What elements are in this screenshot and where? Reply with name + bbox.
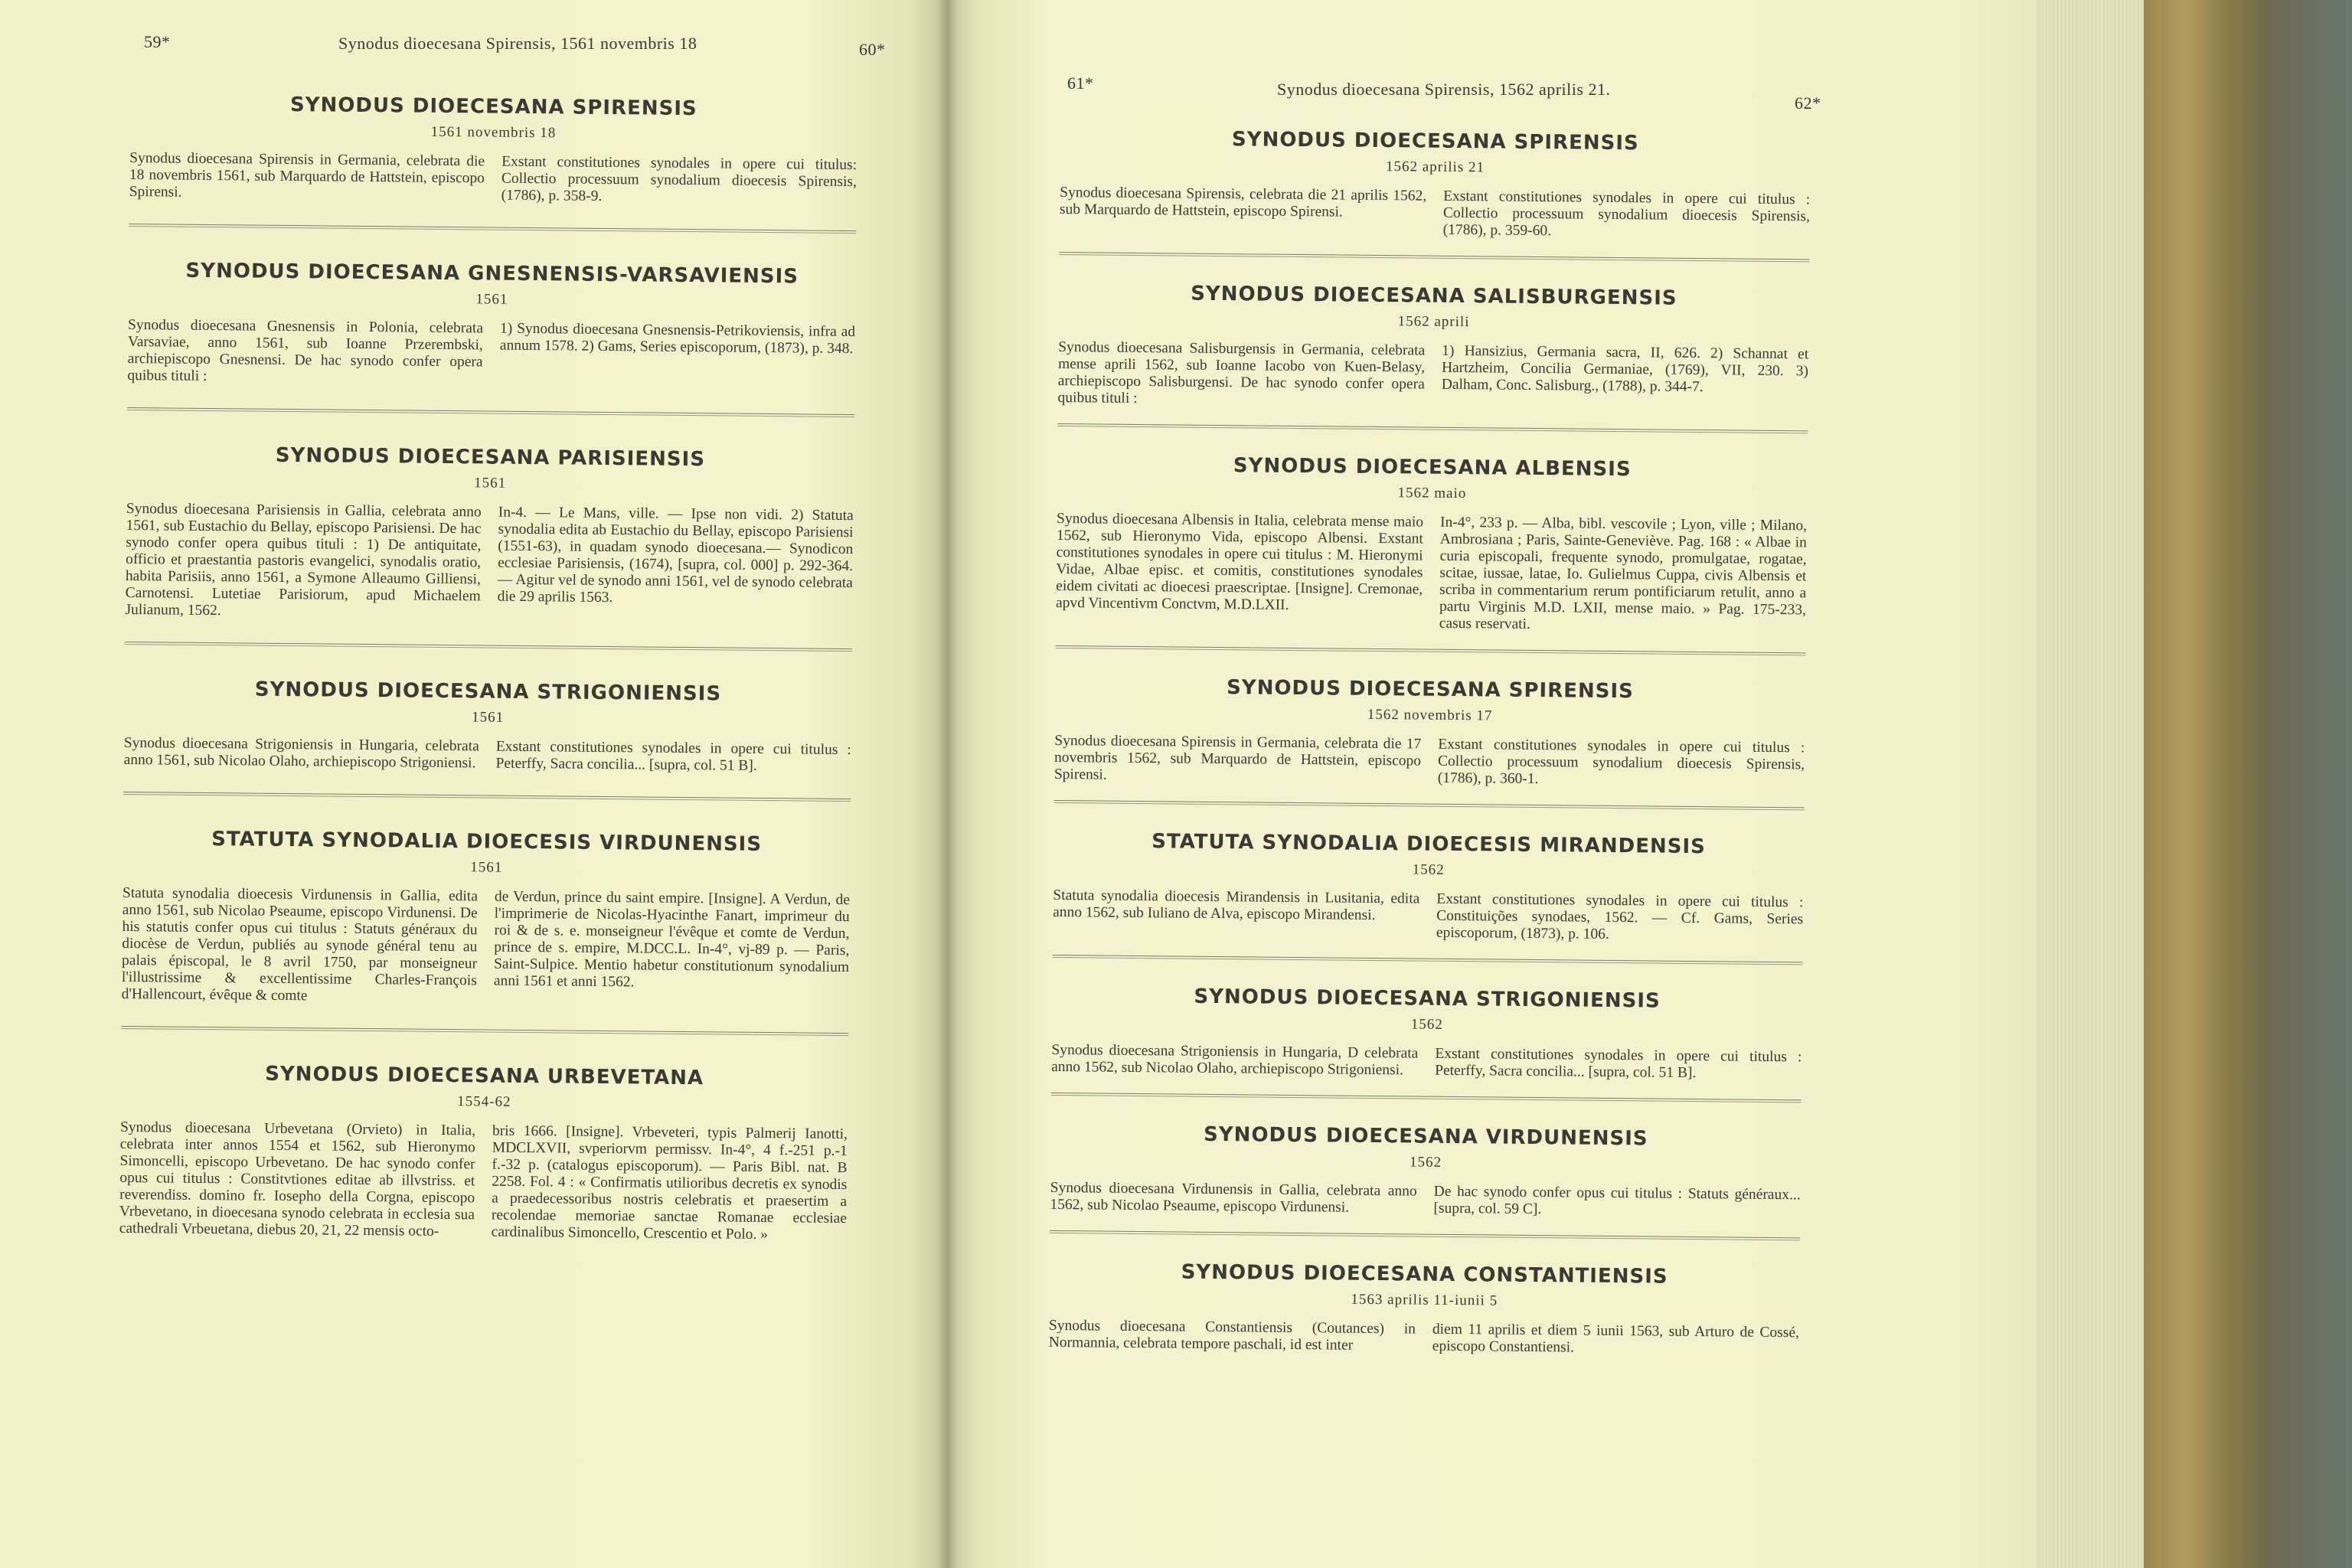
entry-text-right: Exstant constitutiones synodales in opere cui titulus : Peterffy, Sacra concilia... [supra, col. 51 B]. [1435, 1045, 1802, 1082]
entry [1053, 829, 1805, 965]
entry-date: 1561 [475, 291, 508, 308]
divider [1050, 1230, 1800, 1240]
right-entries [1049, 126, 1811, 1358]
divider [1051, 1093, 1802, 1102]
entry-text-right: Exstant constitutiones synodales in opere cui titulus : Collectio processuum synodalium dioecesis Spirensis, (1786), p. 359-60. [1442, 188, 1811, 240]
entry [121, 827, 850, 1036]
entry-title: SYNODUS DIOECESANA SPIRENSIS [1226, 676, 1634, 704]
entry [1059, 126, 1811, 262]
entry-title: SYNODUS DIOECESANA STRIGONIENSIS [1194, 985, 1661, 1013]
entry-text-left: Statuta synodalia dioecesis Mirandensis in Lusitania, edita anno 1562, sub Iuliano de Alva, episcopo Mirandensi. [1053, 887, 1420, 923]
entry-text-left: Statuta synodalia dioecesis Virdunensis in Gallia, edita anno 1561, sub Nicolao Pseaume, episcopo Virdunensi. De his statutis confer opus cui titulus : Statuts généraux du diocèse de Verdun, publiés au synode général tenu au palais épiscopal, le 8 avril 1750, par monseigneur l'illustrissime & excellentissime Charles-François d'Hallencourt, évêque & comte [121, 884, 479, 1004]
entry [1051, 984, 1802, 1102]
entry-text-right: bris 1666. [Insigne]. Vrbeveteri, typis Palmerij Ianotti, MDCLXVII, svperiorvm permissv. In-4°, 4 f.-251 p.-1 f.-32 p. (catalogus episcoporum). — Paris Bibl. nat. B 2258. Fol. 4 : « Confirmatis utilioribus decretis ex synodis a praedecessoribus nostris celebratis et praesertim a recolendae memoriae sanctae Romanae ecclesiae cardinalibus Simoncello, Crescentio et Polo. » [491, 1122, 848, 1243]
page-number-61: 61* [1067, 74, 1094, 93]
entry-date: 1562 maio [1397, 485, 1467, 502]
entry [125, 443, 854, 652]
entry-date: 1561 [472, 709, 505, 726]
page-number-60: 60* [859, 40, 886, 59]
entry-text-right: In-4°, 233 p. — Alba, bibl. vescovile ; Lyon, ville ; Milano, Ambrosiana ; Paris, Sainte-Geneviève. Pag. 168 : « Albae in curia episcopali, frequente synodo, promulgatae, rogatae, scitae, iussae, latae, Io. Gulielmus Cuppa, civis Albensis et scriba in commentarium rerum pontificiarum retulit, anno a partu Virginis M.D. LXII, mense maio. » Pag. 175-233, casus reservati. [1439, 514, 1808, 632]
entry-date: 1561 [470, 859, 503, 876]
entry-title: SYNODUS DIOECESANA CONSTANTIENSIS [1181, 1260, 1668, 1289]
entry-title: STATUTA SYNODALIA DIOECESIS MIRANDENSIS [1152, 830, 1706, 859]
entry-text-right: de Verdun, prince du saint empire. [Insigne]. A Verdun, de l'imprimerie de Nicolas-Hyacinthe Fanart, imprimeur du roi & de s. e. monseigneur l'évêque et comte de Verdun, prince de s. empire, M.DCC.L. In-4°, vj-89 p. — Paris, Saint-Sulpice. Mentio habetur constitutionum synodalium anni 1561 et anni 1562. [493, 888, 851, 991]
entry-text-right: In-4. — Le Mans, ville. — Ipse non vidi. 2) Statuta synodalia edita ab Eustachio du Bellay, episcopo Parisiensi (1551-63), in quadam synodo dioecesana.— Synodicon ecclesiae Parisiensis, (1674), [supra, col. 000] p. 292-364. — Agitur vel de synodo anni 1561, vel de synodo celebrata die 29 aprilis 1563. [497, 504, 854, 606]
entry-date: 1562 novembris 17 [1367, 706, 1493, 724]
page-number-59: 59* [144, 32, 171, 51]
entry-text-left: Synodus dioecesana Salisburgensis in Germania, celebrata mense aprili 1562, sub Ioanne Iacobo von Kuen-Belasy, archiepiscopo Salisburgensi. De hac synodo confer opera quibus tituli : [1057, 338, 1426, 407]
entry-text-left: Synodus dioecesana Spirensis in Germania, celebrata die 18 novembris 1561, sub Marquardo de Hattstein, episcopo Spirensi. [129, 149, 485, 201]
entry-title: SYNODUS DIOECESANA SALISBURGENSIS [1191, 282, 1677, 310]
entry-text-right: Exstant constitutiones synodales in opere cui titulus : Peterffy, Sacra concilia... [supra, col. 51 B]. [495, 738, 851, 774]
entry [129, 92, 858, 234]
entry-title: SYNODUS DIOECESANA GNESNENSIS-VARSAVIENSIS [185, 259, 799, 289]
entry-text-left: Synodus dioecesana Urbevetana (Orvieto) in Italia, celebrata inter annos 1554 et 1562, sub Hieronymo Simoncelli, episcopo Urbevetano. De hac synodo confer opus cui titulus : Constitvtiones editae ab illvstriss. et reverendiss. domino fr. Iosepho della Corgna, episcopo Vrbevetano, in dioecesana synodo celebrata in ecclesia sua cathedrali Vrbeuetana, diebus 20, 21, 22 mensis octo- [119, 1119, 476, 1240]
entry-text-left: Synodus dioecesana Albensis in Italia, celebrata mense maio 1562, sub Hieronymo Vida, episcopo Albensi. Exstant constitutiones synodales in opere cui titulus : M. Hieronymi Vidae, Albae episc. et comitis, constitutiones synodales eidem civitati ac dioecesi praescriptae. [Insigne]. Cremonae, apvd Vincentivm Conctvm, M.D.LXII. [1055, 510, 1424, 613]
entry-date: 1562 [1412, 861, 1445, 878]
entry-date: 1561 novembris 18 [430, 123, 557, 142]
entry [1055, 452, 1807, 655]
entry-text-left: Synodus dioecesana Constantiensis (Coutances) in Normannia, celebrata tempore paschali, id est inter [1048, 1317, 1416, 1354]
entry-title: SYNODUS DIOECESANA SPIRENSIS [1231, 128, 1639, 155]
left-page [0, 0, 946, 1568]
entry-text-right: 1) Synodus dioecesana Gnesnensis-Petrikoviensis, infra ad annum 1578. 2) Gams, Series episcoporum, (1873), p. 348. [499, 320, 856, 358]
entry-text-left: Synodus dioecesana Gnesnensis in Polonia, celebrata Varsaviae, anno 1561, sub Ioanne Przerembski, archiepiscopo Gnesnensi. De hac synodo confer opera quibus tituli : [127, 316, 484, 384]
divider [1057, 423, 1808, 433]
divider [1055, 645, 1805, 655]
entry-text-right: Exstant constitutiones synodales in opere cui titulus: Collectio processuum synodalium dioecesis Spirensis, (1786), p. 358-9. [501, 153, 858, 204]
entry [1049, 1259, 1800, 1358]
entry [1054, 675, 1806, 810]
left-entries [119, 92, 858, 1276]
entry [1050, 1122, 1801, 1240]
entry-text-right: 1) Hansizius, Germania sacra, II, 626. 2) Schannat et Hartzheim, Concilia Germaniae, (1769), VII, 230. 3) Dalham, Conc. Salisburg., (1788), p. 344-7. [1441, 342, 1809, 396]
entry-date: 1562 [1409, 1154, 1442, 1171]
book-gutter [936, 0, 959, 1568]
entry-text-left: Synodus dioecesana Strigoniensis in Hungaria, D celebrata anno 1562, sub Nicolao Olaho, archiepiscopo Strigoniensi. [1051, 1041, 1419, 1079]
divider [123, 792, 851, 802]
book-cover [2144, 0, 2352, 1568]
entry-text-right: Exstant constitutiones synodales in opere cui titulus : Constituições synodaes, 1562. — Cf. Gams, Series episcoporum, (1873), p. 106. [1436, 890, 1804, 942]
divider [1054, 800, 1805, 810]
running-head: Synodus dioecesana Spirensis, 1562 aprilis 21. [1277, 80, 1611, 99]
entry-text-left: Synodus dioecesana Parisiensis in Gallia, celebrata anno 1561, sub Eustachio du Bellay, episcopo Parisiensi. De hac synodo confer opera quibus tituli : 1) De antiquitate, officio et praestantia pastoris evangelici, synodalis oratio, habita Parisiis, anno 1561, a Symone Alleaumo Gilliensi, Carnotensi. Lutetiae Parisiorum, apud Michaelem Julianum, 1562. [125, 500, 482, 619]
entry-date: 1563 aprilis 11-iunii 5 [1351, 1291, 1498, 1309]
entry [127, 259, 856, 417]
entry-title: SYNODUS DIOECESANA SPIRENSIS [289, 93, 697, 121]
entry [123, 677, 851, 802]
divider [1053, 955, 1803, 965]
entry-date: 1554-62 [457, 1093, 511, 1110]
running-head: Synodus dioecesana Spirensis, 1561 novembris 18 [338, 34, 697, 53]
entry-title: SYNODUS DIOECESANA ALBENSIS [1233, 454, 1632, 482]
entry [1057, 281, 1809, 433]
entry-text-right: diem 11 aprilis et diem 5 iunii 1563, sub Arturo de Cossé, episcopo Constantiensi. [1432, 1321, 1800, 1356]
entry-date: 1562 aprilis 21 [1385, 158, 1485, 176]
entry-title: SYNODUS DIOECESANA URBEVETANA [265, 1062, 704, 1090]
entry-title: SYNODUS DIOECESANA VIRDUNENSIS [1203, 1122, 1648, 1151]
divider [125, 642, 852, 652]
divider [121, 1026, 848, 1036]
page-number-62: 62* [1795, 93, 1821, 113]
entry-text-right: De hac synodo confer opus cui titulus : Statuts généraux... [supra, col. 59 C]. [1433, 1183, 1801, 1218]
entry-text-left: Synodus dioecesana Spirensis in Germania, celebrata die 17 novembris 1562, sub Marquardo de Hattstein, episcopo Spirensi. [1054, 732, 1422, 783]
entry-title: SYNODUS DIOECESANA STRIGONIENSIS [254, 678, 722, 706]
divider [1059, 252, 1809, 262]
entry-text-left: Synodus dioecesana Spirensis, celebrata die 21 aprilis 1562, sub Marquardo de Hattstein, episcopo Spirensi. [1059, 184, 1427, 220]
entry-text-left: Synodus dioecesana Virdunensis in Gallia, celebrata anno 1562, sub Nicolao Pseaume, episcopo Virdunensi. [1050, 1179, 1417, 1216]
entry-date: 1562 [1410, 1016, 1443, 1033]
entry [119, 1061, 848, 1244]
page-edges [2037, 0, 2144, 1568]
divider [129, 224, 856, 234]
entry-text-left: Synodus dioecesana Strigoniensis in Hungaria, celebrata anno 1561, sub Nicolao Olaho, archiepiscopo Strigoniensi. [123, 734, 479, 772]
entry-date: 1561 [474, 475, 507, 492]
entry-title: SYNODUS DIOECESANA PARISIENSIS [275, 443, 706, 472]
entry-date: 1562 aprili [1397, 313, 1470, 331]
entry-text-right: Exstant constitutiones synodales in opere cui titulus : Collectio processuum synodalium dioecesis Spirensis, (1786), p. 360-1. [1437, 736, 1805, 788]
divider [127, 407, 854, 417]
entry-title: STATUTA SYNODALIA DIOECESIS VIRDUNENSIS [211, 828, 763, 856]
